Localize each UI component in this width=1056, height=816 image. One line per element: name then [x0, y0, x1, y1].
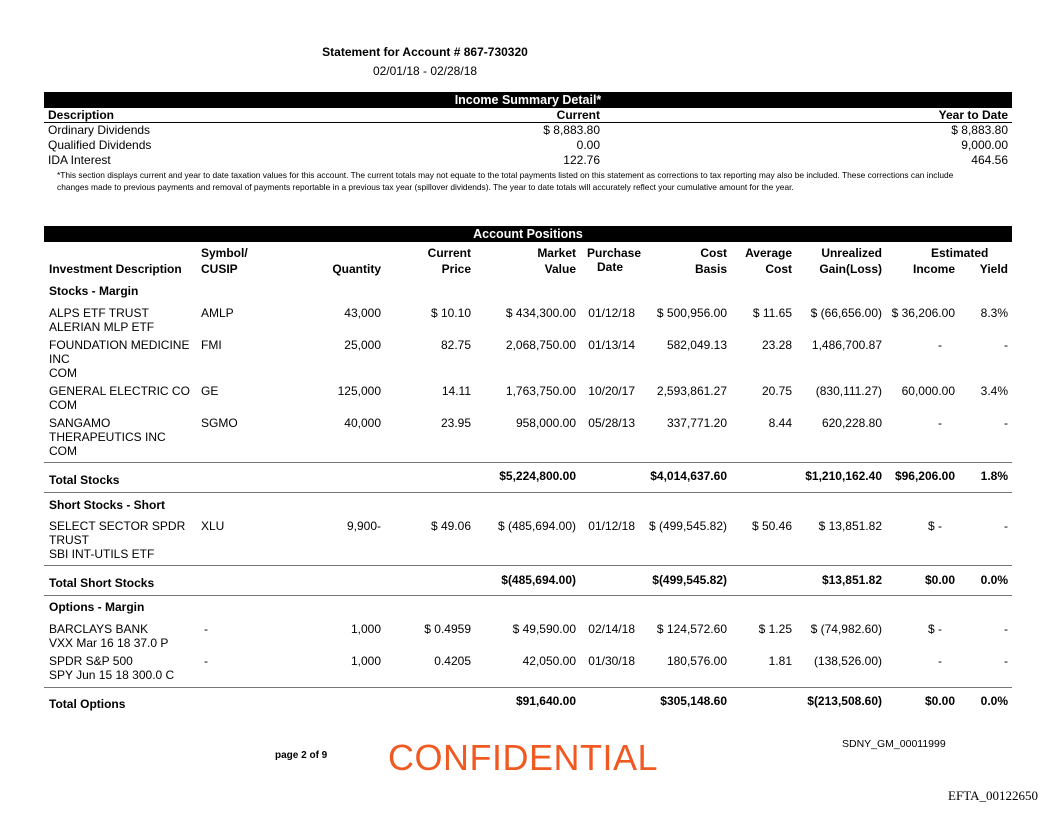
header-income: Income — [912, 262, 955, 276]
row-symbol: XLU — [201, 519, 225, 533]
row-price: 14.11 — [441, 384, 471, 398]
row-yield: - — [1004, 416, 1008, 430]
row-average-cost: 8.44 — [768, 416, 792, 430]
row-average-cost: $ 50.46 — [751, 519, 792, 533]
row-unrealized: (830,111.27) — [815, 384, 882, 398]
income-current: $ 8,883.80 — [543, 123, 600, 137]
row-yield: - — [1004, 622, 1008, 636]
row-unrealized: 1,486,700.87 — [811, 338, 882, 352]
confidential-stamp: CONFIDENTIAL — [388, 737, 659, 778]
divider — [44, 595, 1012, 596]
row-symbol: SGMO — [201, 416, 238, 430]
income-ytd: $ 8,883.80 — [951, 123, 1008, 137]
row-description: BARCLAYS BANK VXX Mar 16 18 37.0 P — [49, 622, 169, 650]
total-label: Total Options — [49, 697, 126, 711]
income-current: 0.00 — [576, 138, 600, 152]
row-unrealized: (138,526.00) — [813, 654, 882, 668]
row-market-value: $ 49,590.00 — [512, 622, 576, 636]
total-unrealized: $(213,508.60) — [807, 694, 882, 708]
header-unrealized: Unrealized — [821, 246, 882, 260]
row-income: - — [938, 338, 942, 352]
statement-title: Statement for Account # 867-730320 — [322, 45, 528, 59]
header-value: Value — [544, 262, 576, 276]
header-quantity: Quantity — [332, 262, 381, 276]
row-income: 60,000.00 — [901, 384, 955, 398]
income-current: 122.76 — [563, 153, 600, 167]
header-cusip: CUSIP — [201, 262, 238, 276]
row-unrealized: $ (74,982.60) — [810, 622, 882, 636]
row-market-value: 958,000.00 — [515, 416, 576, 430]
row-symbol: AMLP — [201, 306, 234, 320]
row-price: 82.75 — [440, 338, 471, 352]
row-unrealized: $ 13,851.82 — [818, 519, 882, 533]
total-income: $0.00 — [924, 694, 955, 708]
header-date: Date — [597, 260, 624, 274]
income-desc: Ordinary Dividends — [48, 123, 151, 137]
row-price: $ 10.10 — [430, 306, 471, 320]
total-market-value: $91,640.00 — [515, 694, 576, 708]
row-description: GENERAL ELECTRIC CO COM — [49, 384, 190, 412]
total-market-value: $5,224,800.00 — [499, 469, 576, 483]
total-yield: 1.8% — [980, 469, 1008, 483]
header-avg-cost: Cost — [765, 262, 792, 276]
row-quantity: 125,000 — [337, 384, 381, 398]
row-yield: - — [1004, 654, 1008, 668]
row-symbol: - — [204, 622, 208, 636]
header-market: Market — [537, 246, 576, 260]
row-yield: - — [1004, 338, 1008, 352]
row-purchase-date: 01/12/18 — [588, 306, 635, 320]
income-footnote: *This section displays current and year to date taxation values for this account. The current totals may not equate to the total payments listed on this statement as corrections to tax reporting may also be included. These corrections can include changes made to previous payments and removal of payments reportable in a previous tax year (spillover dividends). The year to date totals will accurately reflect your cumulative amount for the year. — [57, 170, 954, 192]
header-basis: Basis — [694, 262, 727, 276]
row-description: SELECT SECTOR SPDR TRUST SBI INT-UTILS ETF — [49, 519, 186, 561]
row-market-value: 42,050.00 — [522, 654, 576, 668]
row-yield: - — [1004, 519, 1008, 533]
divider — [44, 492, 1012, 493]
income-row — [48, 153, 1008, 168]
row-quantity: 9,900- — [346, 519, 381, 533]
account-positions-bar: Account Positions — [44, 226, 1012, 242]
row-market-value: 2,068,750.00 — [505, 338, 576, 352]
statement-period: 02/01/18 - 02/28/18 — [372, 64, 478, 78]
income-row — [48, 123, 1008, 138]
section-title: Stocks - Margin — [49, 284, 139, 298]
section-title: Short Stocks - Short — [49, 498, 166, 512]
total-yield: 0.0% — [980, 694, 1008, 708]
row-purchase-date: 02/14/18 — [588, 622, 635, 636]
page-number: page 2 of 9 — [275, 750, 328, 761]
total-label: Total Stocks — [49, 473, 120, 487]
header-symbol: Symbol/ — [201, 246, 248, 260]
row-symbol: - — [204, 654, 208, 668]
divider — [44, 687, 1012, 688]
row-cost-basis: 582,049.13 — [666, 338, 727, 352]
row-cost-basis: $ (499,545.82) — [648, 519, 727, 533]
row-quantity: 1,000 — [350, 654, 381, 668]
row-average-cost: 1.81 — [768, 654, 792, 668]
row-market-value: 1,763,750.00 — [505, 384, 576, 398]
total-yield: 0.0% — [980, 573, 1008, 587]
row-average-cost: $ 1.25 — [758, 622, 792, 636]
row-average-cost: 23.28 — [761, 338, 792, 352]
row-purchase-date: 01/13/14 — [588, 338, 635, 352]
row-market-value: $ (485,694.00) — [497, 519, 576, 533]
row-income: $ - — [927, 519, 942, 533]
header-description: Investment Description — [49, 262, 182, 276]
total-income: $96,206.00 — [894, 469, 955, 483]
row-purchase-date: 05/28/13 — [588, 416, 635, 430]
row-quantity: 43,000 — [344, 306, 381, 320]
total-label: Total Short Stocks — [49, 576, 155, 590]
row-symbol: FMI — [201, 338, 222, 352]
row-yield: 8.3% — [980, 306, 1008, 320]
income-summary-header — [48, 108, 1008, 122]
income-ytd: 9,000.00 — [961, 138, 1008, 152]
efta-number: EFTA_00122650 — [948, 788, 1038, 803]
header-average: Average — [745, 246, 792, 260]
row-cost-basis: 180,576.00 — [666, 654, 727, 668]
bates-number: SDNY_GM_00011999 — [842, 738, 946, 750]
row-cost-basis: 2,593,861.27 — [656, 384, 727, 398]
row-description: SPDR S&P 500 SPY Jun 15 18 300.0 C — [49, 654, 175, 682]
row-price: 23.95 — [440, 416, 471, 430]
header-yield: Yield — [979, 262, 1008, 276]
row-market-value: $ 434,300.00 — [505, 306, 576, 320]
total-market-value: $(485,694.00) — [501, 573, 576, 587]
income-summary-bar: Income Summary Detail* — [44, 92, 1012, 108]
row-cost-basis: $ 124,572.60 — [656, 622, 727, 636]
income-row — [48, 138, 1008, 153]
income-ytd: 464.56 — [971, 153, 1008, 167]
row-quantity: 25,000 — [344, 338, 381, 352]
row-purchase-date: 01/30/18 — [588, 654, 635, 668]
row-income: $ - — [927, 622, 942, 636]
row-purchase-date: 01/12/18 — [588, 519, 635, 533]
col-current: Current — [556, 108, 600, 122]
row-income: - — [938, 416, 942, 430]
divider — [44, 565, 1012, 566]
row-price: $ 49.06 — [430, 519, 471, 533]
header-price: Price — [441, 262, 471, 276]
col-description: Description — [48, 108, 115, 122]
divider — [44, 462, 1012, 463]
header-cost: Cost — [700, 246, 727, 260]
row-cost-basis: 337,771.20 — [666, 416, 727, 430]
income-desc: Qualified Dividends — [48, 138, 152, 152]
total-cost-basis: $305,148.60 — [660, 694, 727, 708]
row-price: $ 0.4959 — [424, 622, 471, 636]
header-purchase: Purchase — [587, 246, 642, 260]
section-title: Options - Margin — [49, 600, 145, 614]
header-estimated: Estimated — [931, 246, 989, 260]
row-income: $ 36,206.00 — [891, 306, 955, 320]
total-unrealized: $13,851.82 — [821, 573, 882, 587]
header-gain-loss: Gain(Loss) — [819, 262, 882, 276]
row-price: 0.4205 — [434, 654, 471, 668]
header-current: Current — [427, 246, 471, 260]
row-quantity: 1,000 — [350, 622, 381, 636]
row-average-cost: 20.75 — [761, 384, 792, 398]
row-unrealized: 620,228.80 — [821, 416, 882, 430]
row-cost-basis: $ 500,956.00 — [656, 306, 727, 320]
row-quantity: 40,000 — [344, 416, 381, 430]
col-year-to-date: Year to Date — [938, 108, 1008, 122]
total-income: $0.00 — [924, 573, 955, 587]
total-unrealized: $1,210,162.40 — [805, 469, 882, 483]
row-purchase-date: 10/20/17 — [588, 384, 635, 398]
row-symbol: GE — [201, 384, 219, 398]
row-unrealized: $ (66,656.00) — [810, 306, 882, 320]
row-average-cost: $ 11.65 — [752, 306, 792, 320]
row-description: FOUNDATION MEDICINE INC COM — [49, 338, 190, 380]
row-yield: 3.4% — [980, 384, 1008, 398]
income-desc: IDA Interest — [48, 153, 111, 167]
row-description: SANGAMO THERAPEUTICS INC COM — [49, 416, 166, 458]
total-cost-basis: $4,014,637.60 — [650, 469, 727, 483]
row-income: - — [938, 654, 942, 668]
total-cost-basis: $(499,545.82) — [652, 573, 727, 587]
row-description: ALPS ETF TRUST ALERIAN MLP ETF — [49, 306, 155, 334]
